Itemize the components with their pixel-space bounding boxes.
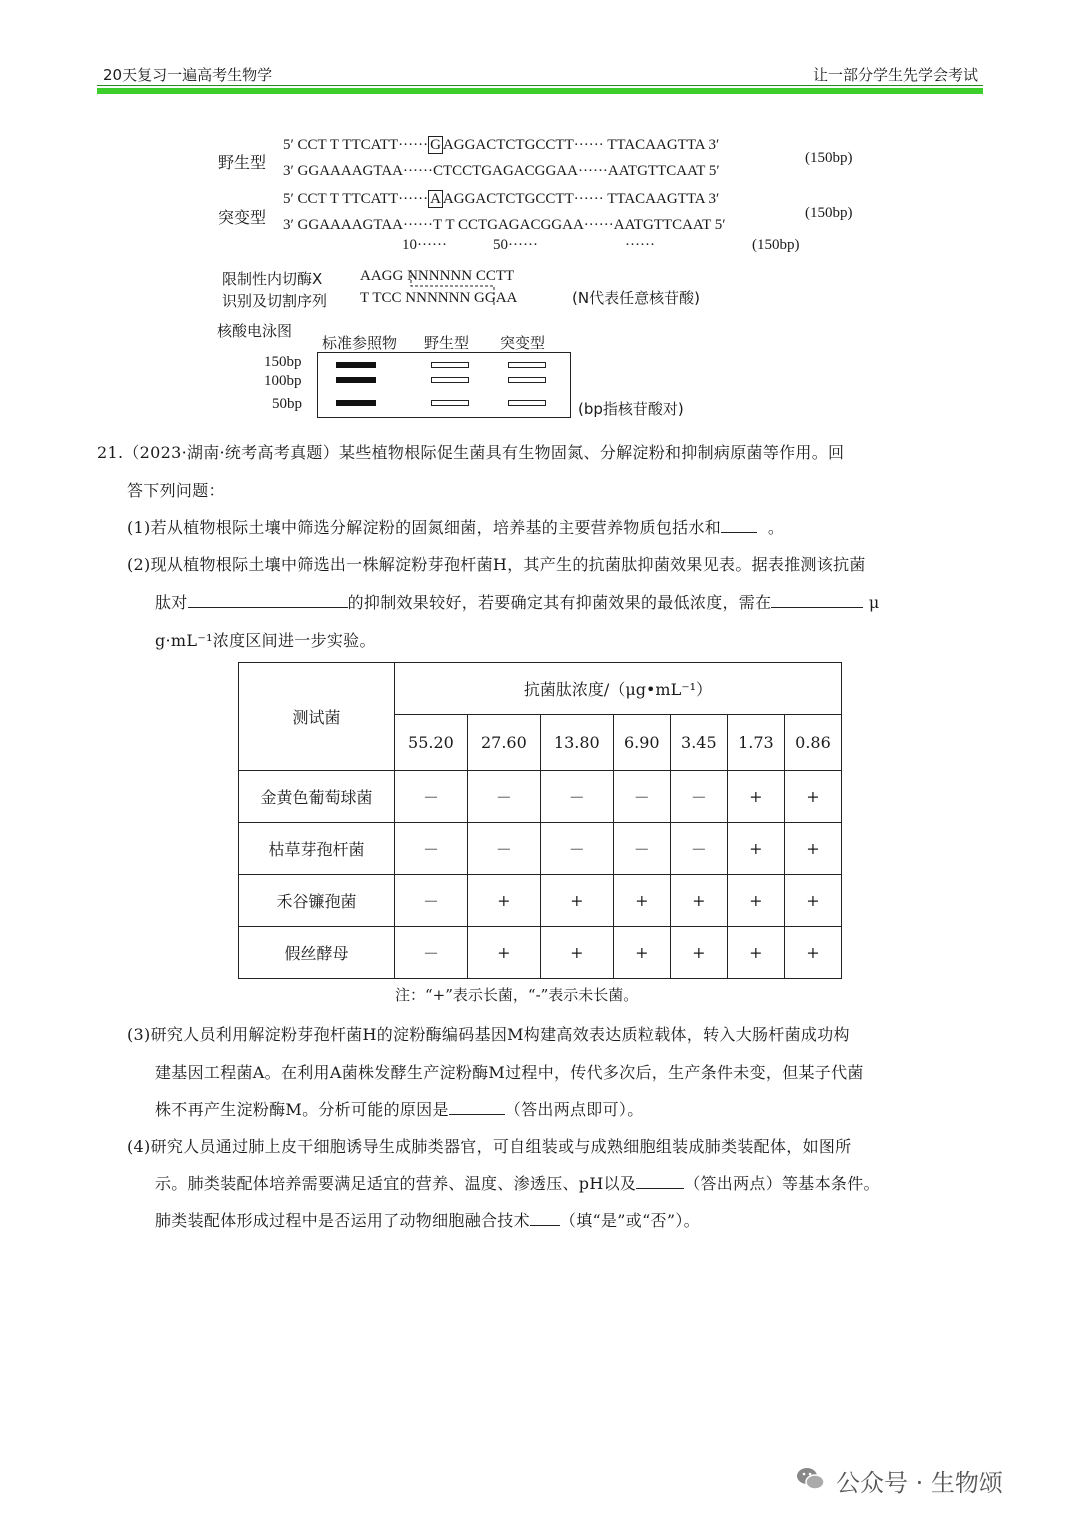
q21-part2-line3: g·mL⁻¹浓度区间进一步实验。 (155, 631, 376, 650)
table-cell: － (540, 771, 613, 823)
mut-bottom-strand: 3′ GGAAAAGTAA······T T CCTGAGACGGAA······AATGTTCAAT 5′ (283, 217, 726, 233)
enzyme-seq-1: AAGG NNNNNN CCTT (360, 268, 515, 284)
table-cell: － (613, 771, 670, 823)
table-cell: + (670, 875, 727, 927)
mut-top-strand: 5′ CCT T TTCATT······ A AGGACTCTGCCTT······ TTACAAGTTA 3′ (283, 191, 720, 207)
table-cell: － (395, 771, 468, 823)
table-cell: + (613, 875, 670, 927)
wild-bottom-strand: 3′ GGAAAAGTAA······CTCCTGAGACGGAA······AATGTTCAAT 5′ (283, 163, 720, 179)
table-row (239, 771, 842, 823)
band-wild-150 (431, 362, 469, 368)
table-conc: 27.60 (467, 715, 540, 771)
band-wild-100 (431, 377, 469, 383)
answer-blank-3[interactable] (771, 591, 863, 608)
watermark-text: 公众号 · 生物颂 (836, 1469, 1003, 1497)
table-row-name: 枯草芽孢杆菌 (239, 823, 395, 875)
table-note: 注：“+”表示长菌，“-”表示未长菌。 (395, 986, 639, 1004)
q21-part2-line1: (2)现从植物根际土壤中筛选出一株解淀粉芽孢杆菌H，其产生的抗菌肽抑菌效果见表。据表推测该抗菌 (127, 555, 866, 574)
table-cell: + (727, 823, 784, 875)
table-row (239, 875, 842, 927)
position-10: 10······ (402, 237, 447, 253)
table-cell: + (784, 771, 841, 823)
gel-row-50bp: 50bp (272, 396, 302, 412)
wild-top-strand: 5′ CCT T TTCATT······ G AGGACTCTGCCTT······ TTACAAGTTA 3′ (283, 137, 720, 153)
table-conc: 1.73 (727, 715, 784, 771)
gel-col-mutant: 突变型 (500, 334, 546, 352)
table-cell: + (540, 875, 613, 927)
table-corner: 测试菌 (239, 663, 395, 771)
wild-length-label: (150bp) (805, 150, 853, 166)
table-cell: + (727, 771, 784, 823)
header-left-title: 20天复习一遍高考生物学 (103, 66, 273, 84)
table-row-name: 假丝酵母 (239, 927, 395, 979)
antibacterial-table (238, 662, 842, 979)
table-conc: 6.90 (613, 715, 670, 771)
table-cell: － (467, 823, 540, 875)
table-cell: － (540, 823, 613, 875)
answer-blank-6[interactable] (530, 1209, 560, 1226)
table-conc: 13.80 (540, 715, 613, 771)
enzyme-label-2: 识别及切割序列 (222, 292, 328, 310)
table-row (239, 823, 842, 875)
mutant-label: 突变型 (218, 208, 267, 227)
table-cell: － (467, 771, 540, 823)
table-row-name: 金黄色葡萄球菌 (239, 771, 395, 823)
q21-line2: 答下列问题： (127, 481, 225, 500)
header-right-slogan: 让一部分学生先学会考试 (812, 66, 978, 84)
table-cell: － (395, 823, 468, 875)
table-cell: － (395, 927, 468, 979)
q21-part1: (1)若从植物根际土壤中筛选分解淀粉的固氮细菌，培养基的主要营养物质包括水和 。 (127, 518, 785, 537)
q21-part4-line3: 肺类装配体形成过程中是否运用了动物细胞融合技术 （填“是”或“否”）。 (155, 1211, 700, 1230)
gel-title: 核酸电泳图 (217, 322, 293, 340)
enzyme-seq-2: T TCC NNNNNN GGAA (360, 290, 518, 306)
answer-blank-2[interactable] (188, 591, 348, 608)
header-divider (97, 88, 983, 94)
answer-blank-5[interactable] (636, 1172, 684, 1189)
wild-boxed-base: G (430, 137, 441, 153)
table-cell: － (670, 823, 727, 875)
table-cell: + (784, 823, 841, 875)
band-standard-50 (336, 400, 376, 406)
gel-col-standard: 标准参照物 (322, 334, 398, 352)
mut-boxed-base: A (430, 191, 441, 207)
q21-part2-line2: 肽对 的抑制效果较好，若要确定其有抑菌效果的最低浓度，需在 μ (155, 593, 880, 612)
enzyme-label-1: 限制性内切酶X (222, 270, 323, 288)
band-standard-100 (336, 377, 376, 383)
cut-site-dashed-line (405, 268, 500, 308)
table-cell: － (670, 771, 727, 823)
band-standard-150 (336, 362, 376, 368)
table-conc: 0.86 (784, 715, 841, 771)
gel-row-100bp: 100bp (264, 373, 302, 389)
q21-part3-line2: 建基因工程菌A。在利用A菌株发酵生产淀粉酶M过程中，传代多次后，生产条件未变，但某子代菌 (155, 1063, 864, 1082)
q21-part4-line2: 示。肺类装配体培养需要满足适宜的营养、温度、渗透压、pH以及 （答出两点）等基本条件。 (155, 1174, 880, 1193)
table-cell: + (784, 927, 841, 979)
table-row-name: 禾谷镰孢菌 (239, 875, 395, 927)
gel-col-wild: 野生型 (424, 334, 470, 352)
table-conc: 3.45 (670, 715, 727, 771)
table-cell: + (784, 875, 841, 927)
mut-length-label: (150bp) (805, 205, 853, 221)
position-50: 50······ (493, 237, 538, 253)
position-dots: ······ (625, 237, 655, 253)
position-150: (150bp) (752, 237, 800, 253)
table-cell: + (727, 875, 784, 927)
gel-box (317, 352, 571, 418)
table-conc: 55.20 (395, 715, 468, 771)
table-row (239, 927, 842, 979)
band-mut-100 (508, 377, 546, 383)
gel-row-150bp: 150bp (264, 354, 302, 370)
table-conc-header: 抗菌肽浓度/（μg•mL⁻¹） (395, 663, 842, 715)
answer-blank-1[interactable] (721, 516, 757, 533)
table-cell: + (467, 927, 540, 979)
wechat-icon (796, 1466, 826, 1492)
enzyme-note: (N代表任意核苷酸) (572, 289, 700, 307)
q21-part4-line1: (4)研究人员通过肺上皮干细胞诱导生成肺类器官，可自组装或与成熟细胞组装成肺类装配体，如图所 (127, 1137, 852, 1156)
answer-blank-4[interactable] (449, 1098, 505, 1115)
q21-part3-line1: (3)研究人员利用解淀粉芽孢杆菌H的淀粉酶编码基因M构建高效表达质粒载体，转入大肠杆菌成功构 (127, 1025, 850, 1044)
wild-type-label: 野生型 (218, 153, 267, 172)
gel-note: (bp指核苷酸对) (578, 400, 684, 418)
table-cell: + (540, 927, 613, 979)
table-cell: + (670, 927, 727, 979)
table-cell: － (395, 875, 468, 927)
table-cell: + (613, 927, 670, 979)
table-cell: － (613, 823, 670, 875)
band-wild-50 (431, 400, 469, 406)
q21-line1: 21.（2023·湖南·统考高考真题）某些植物根际促生菌具有生物固氮、分解淀粉和抑制病原菌等作用。回 (97, 443, 845, 462)
band-mut-150 (508, 362, 546, 368)
q21-part3-line3: 株不再产生淀粉酶M。分析可能的原因是 （答出两点即可）。 (155, 1100, 644, 1119)
table-cell: + (467, 875, 540, 927)
band-mut-50 (508, 400, 546, 406)
table-cell: + (727, 927, 784, 979)
